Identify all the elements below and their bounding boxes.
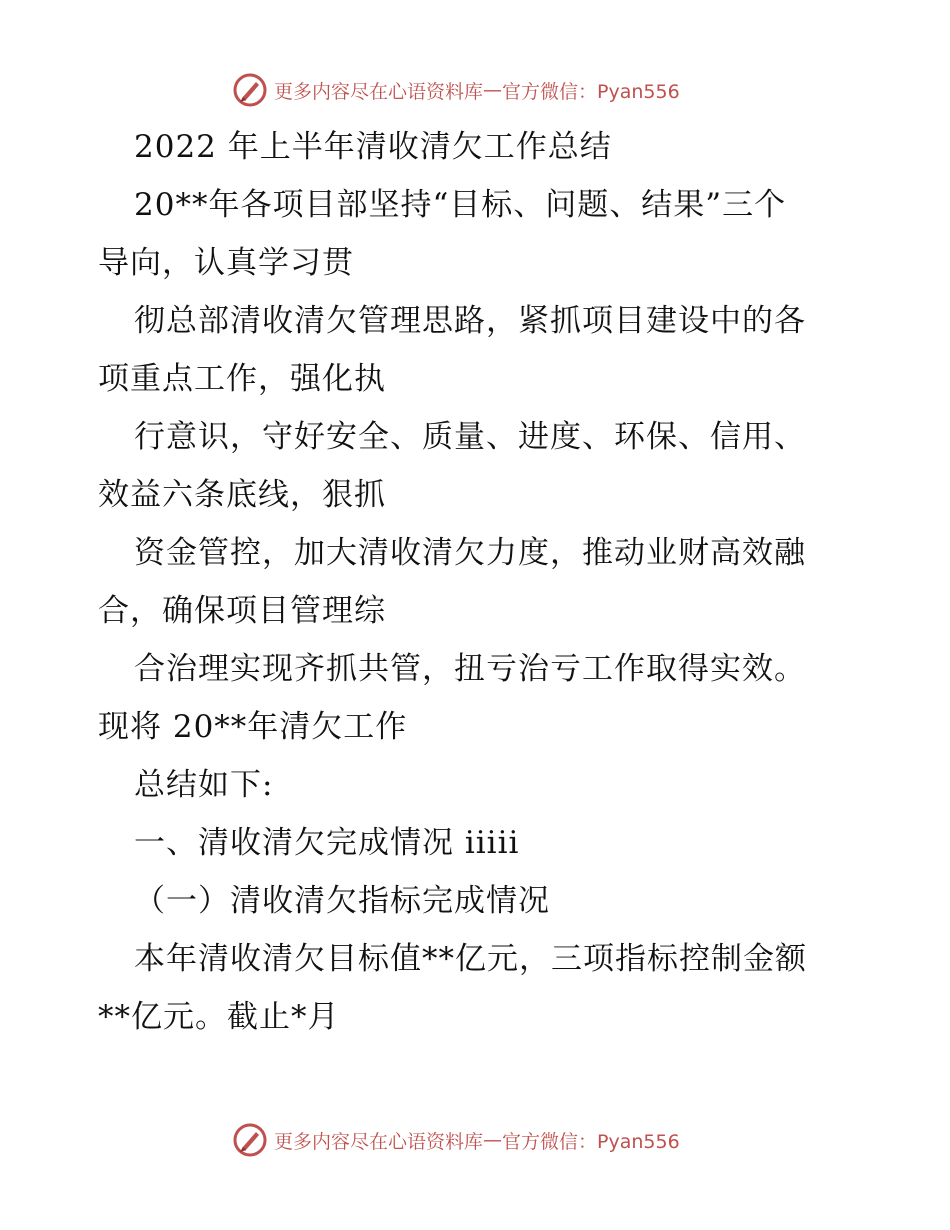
watermark-header [232, 72, 680, 108]
watermark-contact: 官方微信：Pyan556 [502, 80, 680, 103]
section-heading: 一、清收清欠完成情况 iiiii [134, 825, 520, 861]
paragraph-line: 效益六条底线，狠抓 [98, 477, 386, 513]
paragraph-line: 行意识，守好安全、质量、进度、环保、信用、 [134, 419, 806, 455]
paragraph-line: 彻总部清收清欠管理思路，紧抓项目建设中的各 [134, 303, 806, 339]
subsection-heading: （一）清收清欠指标完成情况 [134, 883, 550, 919]
paragraph-line: 20**年各项目部坚持“目标、问题、结果”三个 [134, 187, 787, 223]
document-body [98, 118, 858, 1046]
watermark-contact: 官方微信：Pyan556 [502, 1130, 680, 1153]
paragraph-line: 合，确保项目管理综 [98, 593, 386, 629]
pen-logo-icon [232, 1122, 268, 1158]
paragraph-line: 总结如下: [134, 767, 274, 803]
watermark-text: 更多内容尽在心语资料库 [274, 80, 484, 103]
watermark-text: 更多内容尽在心语资料库 [274, 1130, 484, 1153]
paragraph-line: 资金管控，加大清收清欠力度，推动业财高效融 [134, 535, 806, 571]
paragraph-line: 合治理实现齐抓共管，扭亏治亏工作取得实效。 [134, 651, 806, 687]
paragraph-line: 导向，认真学习贯 [98, 245, 354, 281]
watermark-dash: — [483, 79, 503, 101]
paragraph-line: 现将 20**年清欠工作 [98, 709, 408, 745]
paragraph-line: 本年清收清欠目标值**亿元，三项指标控制金额 [134, 941, 807, 977]
watermark-dash: — [483, 1129, 503, 1151]
watermark-footer [232, 1122, 680, 1158]
paragraph-line: 项重点工作，强化执 [98, 361, 386, 397]
document-title: 2022 年上半年清收清欠工作总结 [134, 129, 612, 165]
paragraph-line: **亿元。截止*月 [98, 999, 340, 1035]
pen-logo-icon [232, 72, 268, 108]
